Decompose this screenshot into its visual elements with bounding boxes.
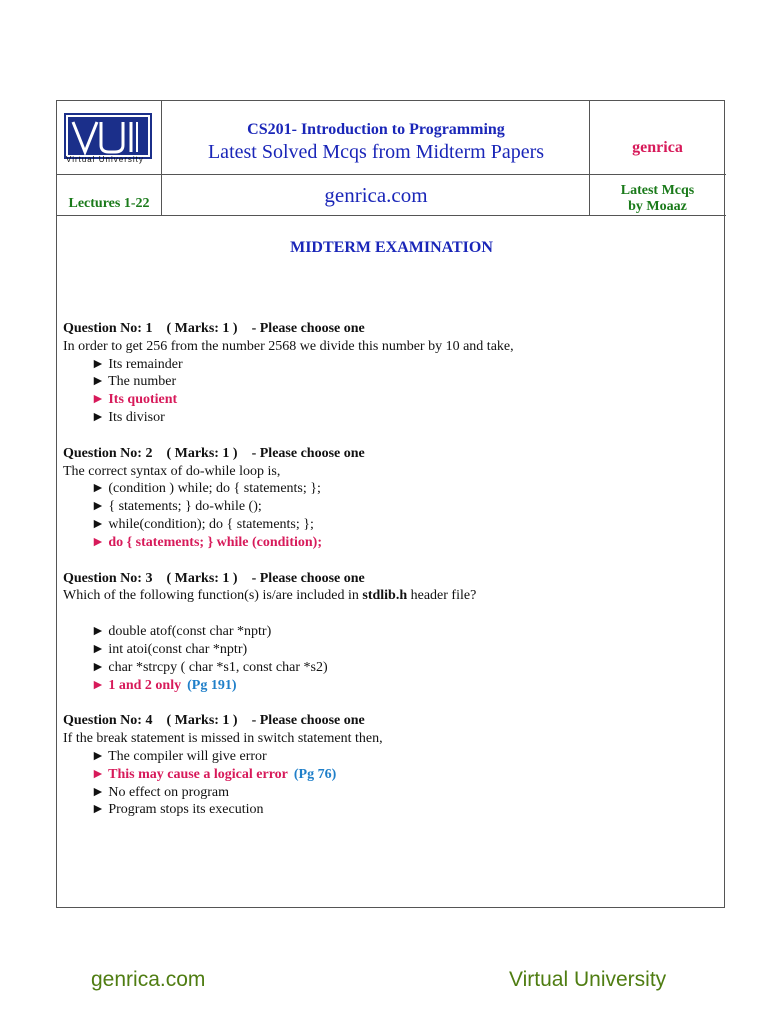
question-text-part: header file?	[407, 588, 477, 604]
option: ► { statements; } do-while ();	[91, 499, 262, 515]
site-name[interactable]: genrica.com	[324, 183, 428, 207]
author-label	[589, 183, 726, 215]
question-3	[63, 570, 703, 695]
logo-text: Virtual University	[66, 155, 144, 164]
question-header: Question No: 2 ( Marks: 1 ) - Please choose one	[63, 445, 365, 461]
header-divider	[57, 174, 726, 175]
question-header: Question No: 4 ( Marks: 1 ) - Please choose one	[63, 713, 365, 729]
option: ► The compiler will give error	[91, 748, 267, 764]
spacer	[63, 605, 703, 623]
option: ► while(condition); do { statements; };	[91, 516, 314, 532]
question-1	[63, 320, 703, 427]
correct-option-text: ► This may cause a logical error	[91, 766, 288, 782]
header-file-name: stdlib.h	[362, 588, 408, 604]
lectures-label: Lectures 1-22	[68, 196, 150, 211]
correct-option: ► do { statements; } while (condition);	[91, 534, 322, 550]
page-reference: (Pg 191)	[187, 677, 237, 693]
exam-title: MIDTERM EXAMINATION	[290, 239, 493, 256]
option: ► double atof(const char *nptr)	[91, 624, 272, 640]
correct-option-text: ► 1 and 2 only	[91, 677, 182, 693]
question-2	[63, 445, 703, 552]
option: ► int atoi(const char *nptr)	[91, 641, 248, 657]
question-4	[63, 712, 703, 819]
correct-option	[63, 677, 703, 695]
option: ► Program stops its execution	[91, 802, 264, 818]
question-text: The correct syntax of do-while loop is,	[63, 463, 281, 479]
document-subtitle: Latest Solved Mcqs from Midterm Papers	[207, 141, 545, 163]
option: ► Its divisor	[91, 409, 165, 425]
option: ► No effect on program	[91, 784, 229, 800]
question-list	[63, 320, 703, 837]
footer-university: Virtual University	[509, 968, 667, 991]
question-text	[63, 587, 703, 605]
author-line-2: by Moaaz	[628, 199, 687, 214]
question-header: Question No: 3 ( Marks: 1 ) - Please choose one	[63, 570, 365, 586]
footer-site[interactable]: genrica.com	[91, 968, 206, 991]
author-line-1: Latest Mcqs	[620, 183, 695, 198]
option: ► Its remainder	[91, 356, 183, 372]
course-title: CS201- Introduction to Programming	[247, 121, 505, 138]
option: ► The number	[91, 374, 177, 390]
question-header: Question No: 1 ( Marks: 1 ) - Please choose one	[63, 321, 365, 336]
correct-option: ► Its quotient	[91, 392, 178, 408]
header-divider	[57, 215, 726, 216]
question-text: In order to get 256 from the number 2568 we divide this number by 10 and take,	[63, 338, 514, 354]
brand-label: genrica	[632, 139, 683, 156]
question-text-part: Which of the following function(s) is/are included in	[63, 588, 363, 604]
page-reference: (Pg 76)	[293, 766, 337, 782]
option: ► char *strcpy ( char *s1, const char *s2)	[91, 659, 328, 675]
question-text: If the break statement is missed in switch statement then,	[63, 731, 383, 747]
correct-option	[63, 766, 703, 784]
option: ► (condition ) while; do { statements; };	[91, 481, 321, 497]
